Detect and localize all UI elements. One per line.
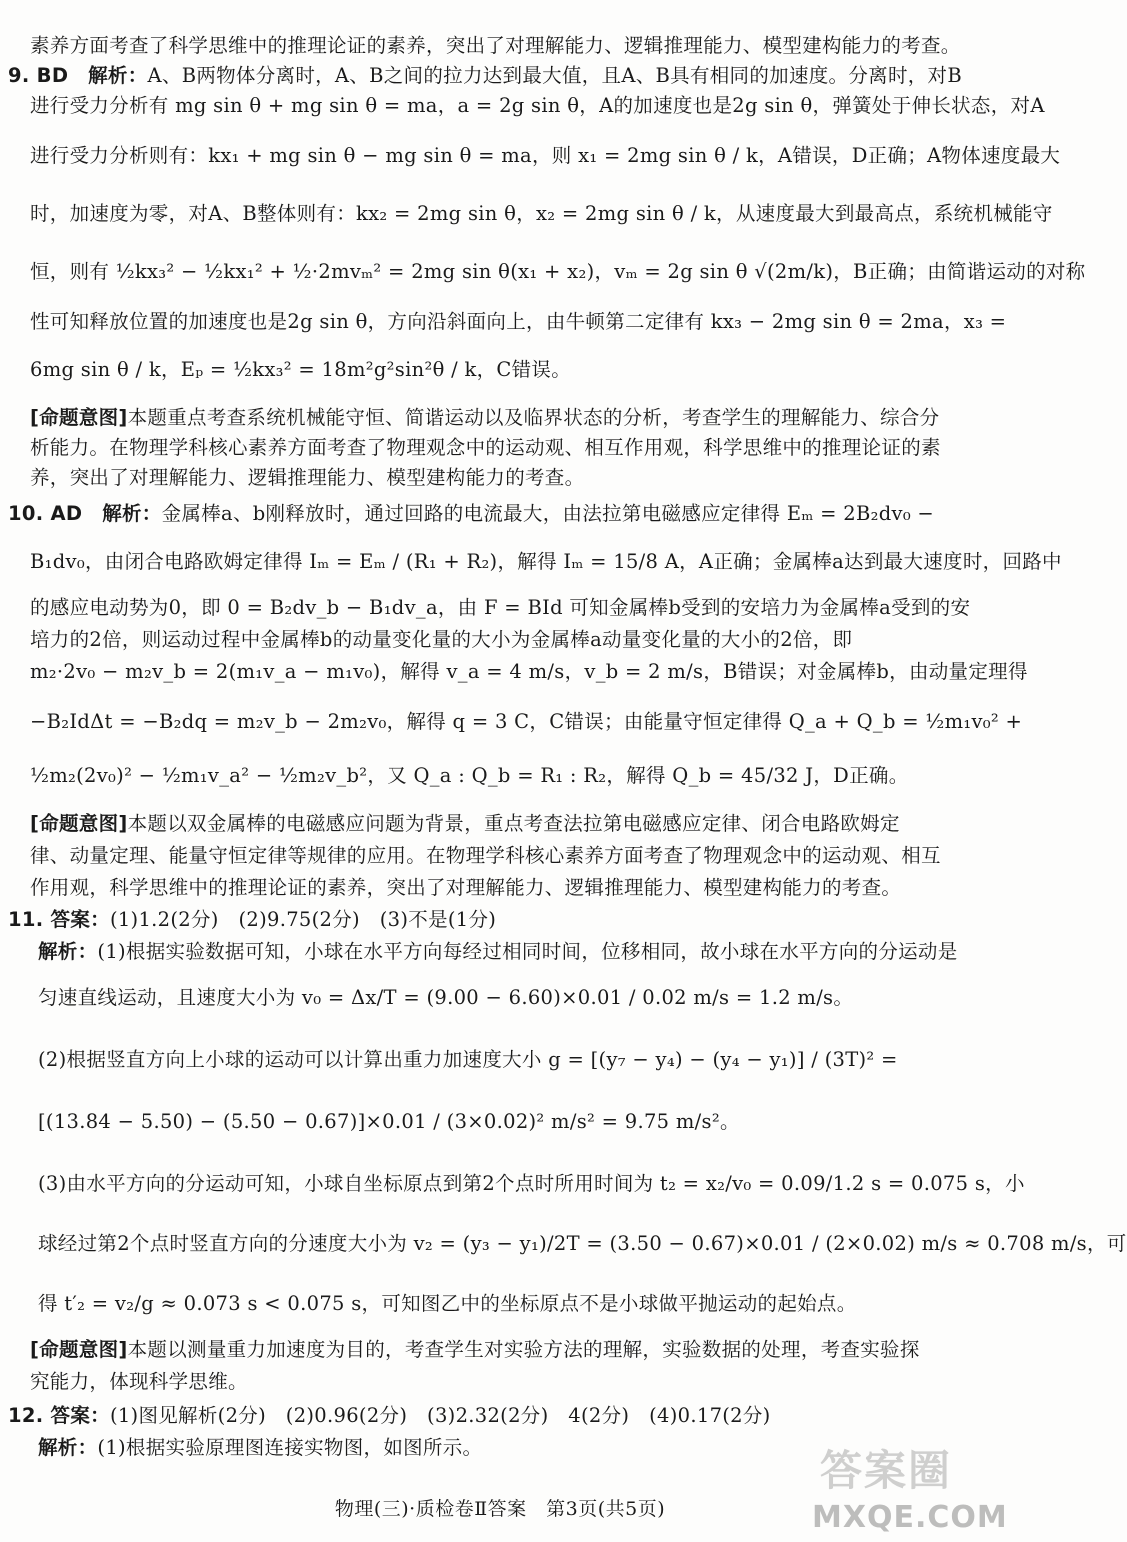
text-line [38,1230,1127,1258]
line-text: 律、动量定理、能量守恒定律等规律的应用。在物理学科核心素养方面考查了物理观念中的运动观、相互 [30,844,941,867]
line-text: (1)1.2(2分) (2)9.75(2分) (3)不是(1分) [109,908,497,931]
line-text: (1)图见解析(2分) (2)0.96(2分) (3)2.32(2分) 4(2分) (4)0.17(2分) [109,1404,771,1427]
text-line [30,356,978,384]
line-text: 本题以双金属棒的电磁感应问题为背景，重点考查法拉第电磁感应定律、闭合电路欧姆定 [127,812,900,835]
text-line [38,1290,978,1318]
line-text: m₂·2v₀ − m₂v_b = 2(m₁v_a − m₁v₀)，解得 v_a = 4 m/s，v_b = 2 m/s，B错误；对金属棒b，由动量定理得 [30,660,1028,683]
text-line [30,434,978,462]
line-text: 养，突出了对理解能力、逻辑推理能力、模型建构能力的考查。 [30,466,585,489]
line-text: (1)根据实验原理图连接实物图，如图所示。 [97,1436,483,1459]
text-line [30,404,978,432]
text-line [8,1402,978,1430]
line-label: 解析： [38,1436,98,1459]
line-label: [命题意图] [30,812,128,835]
line-label: 10. AD 解析： [8,502,162,525]
text-line [30,258,1086,286]
text-line [30,92,1045,120]
text-line [30,658,1028,686]
text-line [30,142,1061,170]
line-text: 的感应电动势为0，即 0 = B₂dv_b − B₁dv_a，由 F = BId 可知金属棒b受到的安培力为金属棒a受到的安 [30,596,971,619]
line-text: 进行受力分析则有：kx₁ + mg sin θ − mg sin θ = ma，则 x₁ = 2mg sin θ / k，A错误，D正确；A物体速度最大 [30,144,1061,167]
line-text: 恒，则有 ½kx₃² − ½kx₁² + ½·2mvₘ² = 2mg sin θ(x₁ + x₂)，vₘ = 2g sin θ √(2m/k)，B正确；由简谐运动的对称 [30,260,1086,283]
text-line [30,308,1007,336]
line-label: 解析： [38,940,98,963]
text-line [38,984,978,1012]
text-line [8,62,978,90]
page-footer: 物理(三)·质检卷Ⅱ答案 第3页(共5页) [334,1498,666,1520]
line-text: A、B两物体分离时，A、B之间的拉力达到最大值，且A、B具有相同的加速度。分离时，对B [147,64,962,87]
text-line [38,1046,978,1074]
watermark-top: 答案圈 [820,1446,953,1495]
line-text: 培力的2倍，则运动过程中金属棒b的动量变化量的大小为金属棒a动量变化量的大小的2倍，即 [30,628,853,651]
line-label: [命题意图] [30,406,128,429]
text-line [30,1368,978,1396]
line-text: 球经过第2个点时竖直方向的分速度大小为 v₂ = (y₃ − y₁)/2T = (3.50 − 0.67)×0.01 / (2×0.02) m/s ≈ 0.708 m/s，可 [38,1232,1127,1255]
text-line [30,1336,978,1364]
text-line [30,708,1023,736]
line-text: 时，加速度为零，对A、B整体则有：kx₂ = 2mg sin θ，x₂ = 2mg sin θ / k，从速度最大到最高点，系统机械能守 [30,202,1053,225]
line-text: (2)根据竖直方向上小球的运动可以计算出重力加速度大小 g = [(y₇ − y₄) − (y₄ − y₁)] / (3T)² = [38,1048,898,1071]
line-label: 12. 答案： [8,1404,110,1427]
text-line [8,906,978,934]
line-text: 析能力。在物理学科核心素养方面考查了物理观念中的运动观、相互作用观，科学思维中的推理论证的素 [30,436,941,459]
line-text: 进行受力分析有 mg sin θ + mg sin θ = ma，a = 2g sin θ，A的加速度也是2g sin θ，弹簧处于伸长状态，对A [30,94,1045,117]
line-label: 11. 答案： [8,908,110,931]
watermark-logo [812,1438,1008,1538]
text-line [30,874,978,902]
line-text: [(13.84 − 5.50) − (5.50 − 0.67)]×0.01 / (3×0.02)² m/s² = 9.75 m/s²。 [38,1110,740,1133]
line-label: [命题意图] [30,1338,128,1361]
text-line [30,464,978,492]
line-text: 性可知释放位置的加速度也是2g sin θ，方向沿斜面向上，由牛顿第二定律有 kx₃ − 2mg sin θ = 2ma，x₃ = [30,310,1007,333]
line-text: 本题以测量重力加速度为目的，考查学生对实验方法的理解，实验数据的处理，考查实验探 [127,1338,920,1361]
line-text: 究能力，体现科学思维。 [30,1370,248,1393]
text-line [38,938,978,966]
text-line [38,1170,1025,1198]
line-text: 素养方面考查了科学思维中的推理论证的素养，突出了对理解能力、逻辑推理能力、模型建构能力的考查。 [30,34,961,57]
line-text: (3)由水平方向的分运动可知，小球自坐标原点到第2个点时所用时间为 t₂ = x₂/v₀ = 0.09/1.2 s = 0.075 s，小 [38,1172,1025,1195]
text-line [38,1108,978,1136]
line-text: 6mg sin θ / k，Eₚ = ½kx₃² = 18m²g²sin²θ / k，C错误。 [30,358,572,381]
text-line [30,594,978,622]
text-line [30,810,978,838]
line-text: 金属棒a、b刚释放时，通过回路的电流最大，由法拉第电磁感应定律得 Eₘ = 2B₂dv₀ − [161,502,935,525]
line-text: B₁dv₀，由闭合电路欧姆定律得 Iₘ = Eₘ / (R₁ + R₂)，解得 Iₘ = 15/8 A，A正确；金属棒a达到最大速度时，回路中 [30,550,1062,573]
line-text: ½m₂(2v₀)² − ½m₁v_a² − ½m₂v_b²，又 Q_a : Q_b = R₁ : R₂，解得 Q_b = 45/32 J，D正确。 [30,764,909,787]
text-line [30,200,1053,228]
text-line [8,500,978,528]
line-label: 9. BD 解析： [8,64,148,87]
watermark-bottom: MXQE.COM [812,1500,1008,1535]
line-text: 匀速直线运动，且速度大小为 v₀ = Δx/T = (9.00 − 6.60)×0.01 / 0.02 m/s = 1.2 m/s。 [38,986,854,1009]
line-text: −B₂IdΔt = −B₂dq = m₂v_b − 2m₂v₀，解得 q = 3 C，C错误；由能量守恒定律得 Q_a + Q_b = ½m₁v₀² + [30,710,1023,733]
text-line [30,626,978,654]
line-text: 本题重点考查系统机械能守恒、简谐运动以及临界状态的分析，考查学生的理解能力、综合分 [127,406,940,429]
text-line [30,762,978,790]
text-line [30,32,978,60]
text-line [30,842,978,870]
line-text: 作用观，科学思维中的推理论证的素养，突出了对理解能力、逻辑推理能力、模型建构能力的考查。 [30,876,902,899]
line-text: (1)根据实验数据可知，小球在水平方向每经过相同时间，位移相同，故小球在水平方向的分运动是 [97,940,958,963]
text-line [30,548,1062,576]
line-text: 得 t′₂ = v₂/g ≈ 0.073 s < 0.075 s，可知图乙中的坐标原点不是小球做平抛运动的起始点。 [38,1292,857,1315]
